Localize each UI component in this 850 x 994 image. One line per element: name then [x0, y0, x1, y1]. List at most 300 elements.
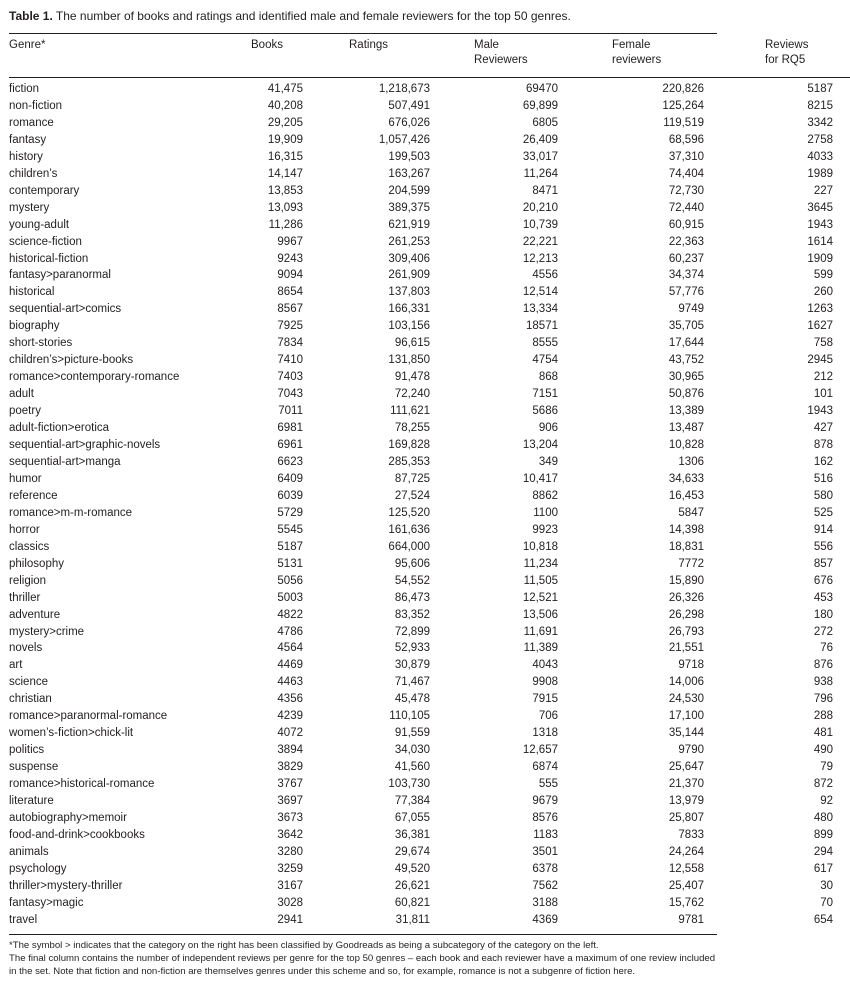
- ratings-cell: 125,520: [388, 506, 430, 519]
- genre-cell: philosophy: [9, 557, 64, 570]
- female-reviewers-cell: 13,487: [668, 422, 704, 435]
- reviews-rq5-cell: 556: [813, 540, 833, 553]
- books-cell: 3894: [277, 744, 303, 757]
- column-header-reviews-rq5: [722, 34, 850, 68]
- reviews-rq5-cell: 876: [813, 659, 833, 672]
- column-header-ratings: [329, 34, 444, 68]
- female-reviewers-cell: 25,647: [668, 761, 704, 774]
- ratings-cell: 26,621: [394, 879, 430, 892]
- reviews-rq5-cell: 2945: [807, 354, 833, 367]
- genre-cell: horror: [9, 523, 40, 536]
- table-row: [9, 573, 850, 590]
- female-reviewers-cell: 25,807: [668, 811, 704, 824]
- female-reviewers-cell: 24,530: [668, 693, 704, 706]
- genre-cell: children’s: [9, 167, 58, 180]
- genre-cell: fantasy: [9, 133, 47, 146]
- genre-cell: autobiography>memoir: [9, 811, 127, 824]
- column-header-books: [249, 34, 329, 68]
- male-reviewers-cell: 33,017: [522, 150, 558, 163]
- books-cell: 6409: [277, 472, 303, 485]
- male-reviewers-cell: 5686: [532, 405, 558, 418]
- genre-cell: sequential-art>manga: [9, 455, 121, 468]
- column-header-line1: Books: [251, 39, 283, 51]
- genre-cell: historical-fiction: [9, 252, 89, 265]
- female-reviewers-cell: 9749: [678, 303, 704, 316]
- female-reviewers-cell: 26,298: [668, 608, 704, 621]
- ratings-cell: 41,560: [394, 761, 430, 774]
- books-cell: 40,208: [267, 99, 303, 112]
- table-row: [9, 878, 850, 895]
- table-row: [9, 708, 850, 725]
- female-reviewers-cell: 5847: [678, 506, 704, 519]
- table-caption-text: The number of books and ratings and identified male and female reviewers for the top 50 genres.: [55, 9, 571, 23]
- ratings-cell: 163,267: [388, 167, 430, 180]
- male-reviewers-cell: 20,210: [522, 201, 558, 214]
- reviews-rq5-cell: 2758: [807, 133, 833, 146]
- genre-cell: romance>m-m-romance: [9, 506, 133, 519]
- genre-cell: religion: [9, 574, 47, 587]
- ratings-cell: 86,473: [394, 591, 430, 604]
- genre-cell: humor: [9, 472, 42, 485]
- books-cell: 5003: [277, 591, 303, 604]
- books-cell: 3259: [277, 862, 303, 875]
- male-reviewers-cell: 10,739: [522, 218, 558, 231]
- table-caption-label: Table 1.: [9, 9, 53, 23]
- genre-cell: art: [9, 659, 23, 672]
- books-cell: 4786: [277, 625, 303, 638]
- reviews-rq5-cell: 5187: [807, 83, 833, 95]
- reviews-rq5-cell: 758: [813, 337, 833, 350]
- books-cell: 4564: [277, 642, 303, 655]
- female-reviewers-cell: 119,519: [663, 116, 704, 129]
- table-row: [9, 115, 850, 132]
- reviews-rq5-cell: 525: [813, 506, 833, 519]
- male-reviewers-cell: 4556: [532, 269, 558, 282]
- female-reviewers-cell: 220,826: [662, 83, 704, 95]
- ratings-cell: 95,606: [394, 557, 430, 570]
- female-reviewers-cell: 125,264: [662, 99, 704, 112]
- books-cell: 3697: [277, 795, 303, 808]
- female-reviewers-cell: 14,006: [668, 676, 704, 689]
- reviews-rq5-cell: 227: [813, 184, 833, 197]
- table-row: [9, 369, 850, 386]
- bottom-rule: [9, 934, 717, 935]
- ratings-cell: 110,105: [389, 710, 430, 723]
- table-row: [9, 301, 850, 318]
- male-reviewers-cell: 18571: [526, 320, 558, 333]
- genre-cell: psychology: [9, 862, 67, 875]
- table-row: [9, 403, 850, 420]
- reviews-rq5-cell: 260: [813, 286, 833, 299]
- male-reviewers-cell: 6805: [532, 116, 558, 129]
- female-reviewers-cell: 16,453: [668, 489, 704, 502]
- reviews-rq5-cell: 1989: [807, 167, 833, 180]
- ratings-cell: 309,406: [388, 252, 430, 265]
- genre-cell: women’s-fiction>chick-lit: [9, 727, 134, 740]
- female-reviewers-cell: 57,776: [668, 286, 704, 299]
- reviews-rq5-cell: 938: [813, 676, 833, 689]
- genre-cell: adult: [9, 388, 34, 401]
- male-reviewers-cell: 11,234: [523, 557, 558, 570]
- genre-cell: politics: [9, 744, 45, 757]
- books-cell: 7403: [277, 371, 303, 384]
- female-reviewers-cell: 26,793: [668, 625, 704, 638]
- female-reviewers-cell: 72,440: [668, 201, 704, 214]
- female-reviewers-cell: 18,831: [668, 540, 704, 553]
- ratings-cell: 204,599: [388, 184, 430, 197]
- books-cell: 3642: [277, 828, 303, 841]
- books-cell: 6623: [277, 455, 303, 468]
- ratings-cell: 137,803: [388, 286, 430, 299]
- ratings-cell: 29,674: [394, 845, 430, 858]
- genre-cell: non-fiction: [9, 99, 63, 112]
- male-reviewers-cell: 12,514: [522, 286, 558, 299]
- books-cell: 6981: [277, 422, 303, 435]
- genre-cell: romance>paranormal-romance: [9, 710, 168, 723]
- reviews-rq5-cell: 70: [820, 896, 833, 909]
- reviews-rq5-cell: 1943: [807, 405, 833, 418]
- male-reviewers-cell: 12,657: [522, 744, 558, 757]
- table-row: [9, 624, 850, 641]
- male-reviewers-cell: 3188: [532, 896, 558, 909]
- reviews-rq5-cell: 580: [813, 489, 833, 502]
- ratings-cell: 261,253: [388, 235, 430, 248]
- ratings-cell: 96,615: [394, 337, 430, 350]
- ratings-cell: 161,636: [388, 523, 430, 536]
- table-row: [9, 759, 850, 776]
- books-cell: 4822: [277, 608, 303, 621]
- books-cell: 29,205: [267, 116, 303, 129]
- reviews-rq5-cell: 8215: [807, 99, 833, 112]
- genre-table: [9, 34, 850, 929]
- ratings-cell: 389,375: [388, 201, 430, 214]
- genre-cell: thriller: [9, 591, 41, 604]
- reviews-rq5-cell: 480: [813, 811, 833, 824]
- table-row: [9, 437, 850, 454]
- female-reviewers-cell: 12,558: [668, 862, 704, 875]
- reviews-rq5-cell: 427: [813, 422, 833, 435]
- column-header-line1: Ratings: [349, 39, 388, 51]
- books-cell: 2941: [277, 913, 303, 926]
- books-cell: 3767: [277, 778, 303, 791]
- female-reviewers-cell: 9790: [678, 744, 704, 757]
- ratings-cell: 52,933: [394, 642, 430, 655]
- reviews-rq5-cell: 516: [813, 472, 833, 485]
- books-cell: 7011: [278, 405, 303, 418]
- books-cell: 9094: [277, 269, 303, 282]
- table-row: [9, 454, 850, 471]
- genre-cell: young-adult: [9, 218, 70, 231]
- reviews-rq5-cell: 481: [813, 727, 833, 740]
- books-cell: 9967: [277, 235, 303, 248]
- female-reviewers-cell: 15,890: [668, 574, 704, 587]
- table-row: [9, 217, 850, 234]
- male-reviewers-cell: 10,818: [522, 540, 558, 553]
- table-row: [9, 318, 850, 335]
- reviews-rq5-cell: 4033: [807, 150, 833, 163]
- ratings-cell: 91,478: [394, 371, 430, 384]
- male-reviewers-cell: 9679: [532, 795, 558, 808]
- ratings-cell: 27,524: [394, 489, 430, 502]
- genre-cell: literature: [9, 795, 54, 808]
- female-reviewers-cell: 10,828: [668, 439, 704, 452]
- ratings-cell: 664,000: [388, 540, 430, 553]
- ratings-cell: 87,725: [394, 472, 430, 485]
- ratings-cell: 49,520: [394, 862, 430, 875]
- table-row: [9, 200, 850, 217]
- reviews-rq5-cell: 180: [813, 608, 833, 621]
- male-reviewers-cell: 349: [538, 455, 558, 468]
- male-reviewers-cell: 8471: [532, 184, 558, 197]
- male-reviewers-cell: 11,389: [523, 642, 558, 655]
- table-row: [9, 132, 850, 149]
- reviews-rq5-cell: 878: [813, 439, 833, 452]
- books-cell: 11,286: [268, 218, 303, 231]
- column-header-line1: Genre*: [9, 39, 46, 51]
- female-reviewers-cell: 43,752: [668, 354, 704, 367]
- female-reviewers-cell: 35,144: [668, 727, 704, 740]
- ratings-cell: 36,381: [394, 828, 430, 841]
- table-note: The final column contains the number of independent reviews per genre for the top 50 genres – each book and each reviewer have a maximum of one review included in the set. Note that fiction and non-fiction are themselves genres under this scheme and so, for example, romance is not a subgenre of fiction here.: [9, 952, 716, 977]
- ratings-cell: 60,821: [394, 896, 430, 909]
- female-reviewers-cell: 15,762: [668, 896, 704, 909]
- male-reviewers-cell: 10,417: [522, 472, 558, 485]
- table-row: [9, 352, 850, 369]
- genre-cell: fiction: [9, 83, 40, 95]
- male-reviewers-cell: 8576: [532, 811, 558, 824]
- female-reviewers-cell: 21,551: [668, 642, 704, 655]
- female-reviewers-cell: 22,363: [668, 235, 704, 248]
- genre-cell: fantasy>magic: [9, 896, 84, 909]
- books-cell: 9243: [277, 252, 303, 265]
- reviews-rq5-cell: 872: [813, 778, 833, 791]
- female-reviewers-cell: 1306: [678, 455, 704, 468]
- female-reviewers-cell: 17,100: [668, 710, 704, 723]
- books-cell: 19,909: [267, 133, 303, 146]
- books-cell: 7925: [277, 320, 303, 333]
- books-cell: 7834: [277, 337, 303, 350]
- books-cell: 4239: [277, 710, 303, 723]
- male-reviewers-cell: 706: [538, 710, 558, 723]
- table-row: [9, 640, 850, 657]
- female-reviewers-cell: 13,389: [668, 405, 704, 418]
- books-cell: 14,147: [267, 167, 303, 180]
- table-row: [9, 742, 850, 759]
- genre-cell: adult-fiction>erotica: [9, 422, 110, 435]
- genre-cell: contemporary: [9, 184, 80, 197]
- table-row: [9, 471, 850, 488]
- table-row: [9, 420, 850, 437]
- ratings-cell: 72,240: [394, 388, 430, 401]
- genre-cell: history: [9, 150, 43, 163]
- books-cell: 4356: [277, 693, 303, 706]
- male-reviewers-cell: 1318: [532, 727, 558, 740]
- books-cell: 4463: [277, 676, 303, 689]
- genre-cell: science-fiction: [9, 235, 82, 248]
- books-cell: 6039: [277, 489, 303, 502]
- ratings-cell: 34,030: [394, 744, 430, 757]
- male-reviewers-cell: 555: [538, 778, 558, 791]
- ratings-cell: 31,811: [395, 913, 430, 926]
- table-row: [9, 267, 850, 284]
- female-reviewers-cell: 26,326: [668, 591, 704, 604]
- female-reviewers-cell: 9718: [678, 659, 704, 672]
- books-cell: 3829: [277, 761, 303, 774]
- reviews-rq5-cell: 294: [813, 845, 833, 858]
- female-reviewers-cell: 74,404: [668, 167, 704, 180]
- books-cell: 4469: [277, 659, 303, 672]
- table-row: [9, 827, 850, 844]
- ratings-cell: 103,156: [388, 320, 430, 333]
- genre-cell: poetry: [9, 405, 41, 418]
- male-reviewers-cell: 7151: [532, 388, 558, 401]
- table-row: [9, 505, 850, 522]
- male-reviewers-cell: 11,505: [523, 574, 558, 587]
- female-reviewers-cell: 9781: [678, 913, 704, 926]
- genre-cell: fantasy>paranormal: [9, 269, 111, 282]
- reviews-rq5-cell: 3645: [807, 201, 833, 214]
- reviews-rq5-cell: 1263: [807, 303, 833, 316]
- female-reviewers-cell: 37,310: [668, 150, 704, 163]
- table-row: [9, 691, 850, 708]
- genre-cell: romance>contemporary-romance: [9, 371, 180, 384]
- reviews-rq5-cell: 453: [813, 591, 833, 604]
- table-row: [9, 251, 850, 268]
- books-cell: 16,315: [267, 150, 303, 163]
- table-caption: [9, 8, 717, 24]
- column-header-line1: Female: [612, 39, 651, 51]
- books-cell: 8567: [277, 303, 303, 316]
- ratings-cell: 83,352: [394, 608, 430, 621]
- table-row: [9, 522, 850, 539]
- reviews-rq5-cell: 212: [813, 371, 833, 384]
- genre-cell: suspense: [9, 761, 59, 774]
- male-reviewers-cell: 8862: [532, 489, 558, 502]
- ratings-cell: 78,255: [394, 422, 430, 435]
- genre-cell: children’s>picture-books: [9, 354, 134, 367]
- male-reviewers-cell: 1100: [533, 506, 558, 519]
- genre-cell: animals: [9, 845, 49, 858]
- ratings-cell: 67,055: [394, 811, 430, 824]
- female-reviewers-cell: 17,644: [668, 337, 704, 350]
- reviews-rq5-cell: 76: [820, 642, 833, 655]
- female-reviewers-cell: 72,730: [668, 184, 704, 197]
- ratings-cell: 54,552: [394, 574, 430, 587]
- table-row: [9, 912, 850, 929]
- table-row: [9, 284, 850, 301]
- male-reviewers-cell: 7915: [532, 693, 558, 706]
- genre-cell: mystery>crime: [9, 625, 85, 638]
- female-reviewers-cell: 7772: [678, 557, 704, 570]
- ratings-cell: 30,879: [394, 659, 430, 672]
- table-header: [9, 34, 850, 78]
- reviews-rq5-cell: 654: [813, 913, 833, 926]
- table-row: [9, 793, 850, 810]
- reviews-rq5-cell: 490: [813, 744, 833, 757]
- table-row: [9, 539, 850, 556]
- books-cell: 3673: [277, 811, 303, 824]
- ratings-cell: 131,850: [388, 354, 430, 367]
- reviews-rq5-cell: 1943: [807, 218, 833, 231]
- genre-cell: romance>historical-romance: [9, 778, 155, 791]
- male-reviewers-cell: 13,506: [522, 608, 558, 621]
- female-reviewers-cell: 13,979: [668, 795, 704, 808]
- books-cell: 5056: [277, 574, 303, 587]
- table-row: [9, 607, 850, 624]
- reviews-rq5-cell: 617: [813, 862, 833, 875]
- male-reviewers-cell: 13,334: [522, 303, 558, 316]
- male-reviewers-cell: 11,264: [523, 167, 558, 180]
- ratings-cell: 103,730: [388, 778, 430, 791]
- books-cell: 6961: [277, 439, 303, 452]
- genre-cell: science: [9, 676, 48, 689]
- genre-cell: christian: [9, 693, 52, 706]
- books-cell: 4072: [277, 727, 303, 740]
- male-reviewers-cell: 13,204: [522, 439, 558, 452]
- genre-cell: travel: [9, 913, 38, 926]
- table-row: [9, 674, 850, 691]
- reviews-rq5-cell: 914: [813, 523, 833, 536]
- reviews-rq5-cell: 1627: [807, 320, 833, 333]
- table-row: [9, 149, 850, 166]
- table-row: [9, 183, 850, 200]
- table-row: [9, 776, 850, 793]
- genre-cell: sequential-art>graphic-novels: [9, 439, 161, 452]
- male-reviewers-cell: 26,409: [522, 133, 558, 146]
- table-row: [9, 488, 850, 505]
- ratings-cell: 77,384: [394, 795, 430, 808]
- ratings-cell: 285,353: [388, 455, 430, 468]
- column-header-male-reviewers: [444, 34, 574, 68]
- reviews-rq5-cell: 676: [813, 574, 833, 587]
- ratings-cell: 71,467: [394, 676, 430, 689]
- genre-cell: historical: [9, 286, 55, 299]
- table-note: *The symbol > indicates that the category on the right has been classified by Goodreads as being a subcategory of the category on the left.: [9, 939, 599, 951]
- header-row: [9, 34, 850, 68]
- reviews-rq5-cell: 30: [820, 879, 833, 892]
- reviews-rq5-cell: 101: [813, 388, 833, 401]
- table-row: [9, 386, 850, 403]
- books-cell: 13,093: [267, 201, 303, 214]
- column-header-line2: reviewers: [612, 54, 662, 66]
- genre-cell: thriller>mystery-thriller: [9, 879, 123, 892]
- female-reviewers-cell: 24,264: [668, 845, 704, 858]
- female-reviewers-cell: 34,374: [668, 269, 704, 282]
- male-reviewers-cell: 69470: [526, 83, 558, 95]
- female-reviewers-cell: 34,633: [668, 472, 704, 485]
- books-cell: 3280: [277, 845, 303, 858]
- table-body: [9, 78, 850, 929]
- column-header-female-reviewers: [574, 34, 722, 68]
- table-row: [9, 234, 850, 251]
- table-row: [9, 861, 850, 878]
- male-reviewers-cell: 22,221: [522, 235, 558, 248]
- books-cell: 3167: [277, 879, 303, 892]
- male-reviewers-cell: 11,691: [523, 625, 558, 638]
- female-reviewers-cell: 7833: [678, 828, 704, 841]
- reviews-rq5-cell: 1614: [807, 235, 833, 248]
- ratings-cell: 111,621: [390, 405, 430, 418]
- genre-cell: mystery: [9, 201, 50, 214]
- male-reviewers-cell: 906: [538, 422, 558, 435]
- reviews-rq5-cell: 272: [813, 625, 833, 638]
- ratings-cell: 169,828: [388, 439, 430, 452]
- female-reviewers-cell: 14,398: [668, 523, 704, 536]
- ratings-cell: 261,909: [388, 269, 430, 282]
- reviews-rq5-cell: 3342: [807, 116, 833, 129]
- male-reviewers-cell: 868: [538, 371, 558, 384]
- male-reviewers-cell: 12,521: [522, 591, 558, 604]
